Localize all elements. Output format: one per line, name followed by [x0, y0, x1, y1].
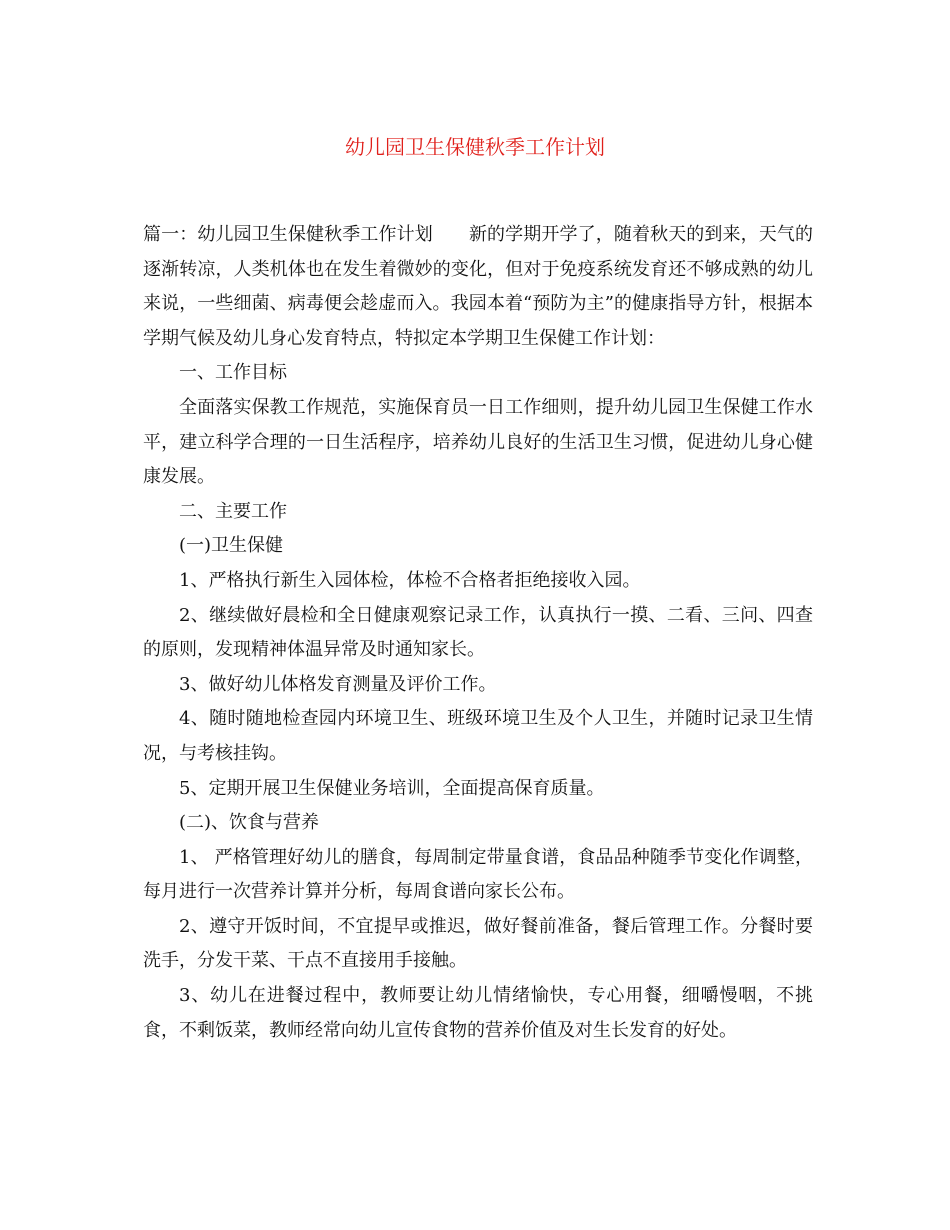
- list-item-nutrition-3: 3、幼儿在进餐过程中，教师要让幼儿情绪愉快，专心用餐，细嚼慢咽，不挑食，不剩饭菜，教师经常向幼儿宣传食物的营养价值及对生长发育的好处。: [143, 985, 813, 1041]
- intro-label: 篇一：幼儿园卫生保健秋季工作计划: [143, 224, 433, 245]
- paragraph-goals: 全面落实保教工作规范，实施保育员一日工作细则，提升幼儿园卫生保健工作水平，建立科学合理的一日生活程序，培养幼儿良好的生活卫生习惯，促进幼儿身心健康发展。: [143, 396, 813, 488]
- section-heading-goals: 一、工作目标: [179, 362, 287, 384]
- subsection-heading-health: (一)卫生保健: [179, 535, 284, 557]
- intro-text: 新的学期开学了，随着秋天的到来，天气的逐渐转凉，人类机体也在发生着微妙的变化，但对于免疫系统发育还不够成熟的幼儿来说，一些细菌、病毒便会趁虚而入。我园本着“预防为主”的健康指导方针，根据本学期气候及幼儿身心发育特点，特拟定本学期卫生保健工作计划：: [143, 224, 813, 349]
- document-title: 幼儿园卫生保健秋季工作计划: [345, 135, 605, 159]
- list-item-health-4: 4、随时随地检查园内环境卫生、班级环境卫生及个人卫生，并随时记录卫生情况，与考核挂钩。: [143, 708, 813, 764]
- list-item-health-3: 3、做好幼儿体格发育测量及评价工作。: [179, 673, 497, 695]
- list-item-nutrition-2: 2、遵守开饭时间，不宜提早或推迟，做好餐前准备，餐后管理工作。分餐时要洗手，分发干菜、干点不直接用手接触。: [143, 915, 813, 972]
- list-item-health-1: 1、严格执行新生入园体检，体检不合格者拒绝接收入园。: [179, 569, 641, 591]
- list-item-health-2: 2、继续做好晨检和全日健康观察记录工作，认真执行一摸、二看、三问、四查的原则，发现精神体温异常及时通知家长。: [143, 604, 813, 661]
- document-body: [143, 218, 813, 1048]
- list-item-nutrition-1: 1、 严格管理好幼儿的膳食，每周制定带量食谱，食品品种随季节变化作调整，每月进行一次营养计算并分析，每周食谱向家长公布。: [143, 846, 813, 903]
- section-heading-main-work: 二、主要工作: [179, 500, 287, 522]
- intro-paragraph: [143, 218, 813, 356]
- subsection-heading-nutrition: (二)、饮食与营养: [179, 812, 320, 834]
- list-item-health-5: 5、定期开展卫生保健业务培训，全面提高保育质量。: [179, 777, 605, 799]
